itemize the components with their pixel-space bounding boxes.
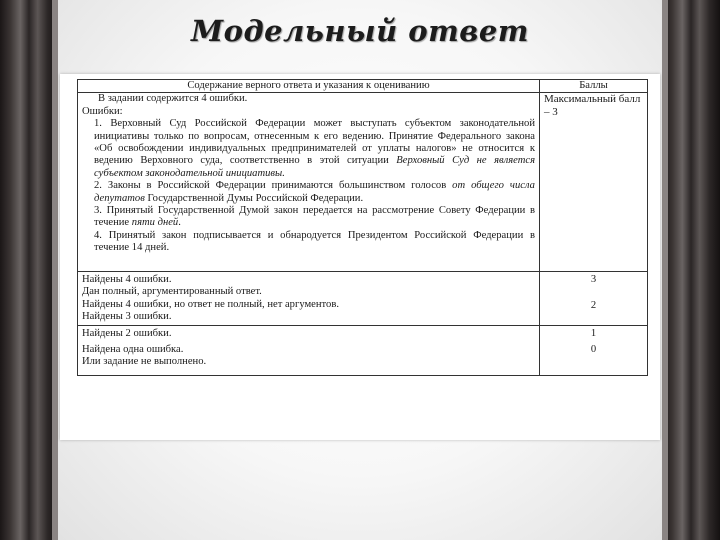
criteria-row-2	[78, 326, 648, 375]
answer-table	[77, 79, 648, 376]
header-content: Содержание верного ответа и указания к оцениванию	[78, 80, 540, 93]
criterion-2-line-1: Найдены 4 ошибки, но ответ не полный, нет аргументов.	[82, 298, 339, 310]
error-item-2: 2. Законы в Российской Федерации принимаются большинством голосов от общего числа депутатов Государственной Думы Российской Федерации.	[94, 180, 535, 204]
error-2-correction: от общего числа депутатов	[94, 180, 535, 204]
errors-label: Ошибки:	[82, 105, 123, 117]
criterion-2-line-2: Найдены 3 ошибки.	[82, 310, 172, 322]
error-item-4: 4. Принятый закон подписывается и обнародуется Президентом Российской Федерации в течение 14 дней.	[94, 229, 535, 254]
header-points: Баллы	[540, 80, 648, 93]
error-item-1: 1. Верховный Суд Российской Федерации может выступать субъектом законодательной инициативы только по вопросам, отнесенным к его ведению. Принятие Федерального закона «Об освобождении индивидуальных предпринимателей от уплаты налогов» не относится к ведению Верховного суда, соответственно в этой ситуации Верховный Суд не является субъектом законодательной инициативы.	[94, 118, 535, 179]
error-item-3: 3. Принятый Государственной Думой закон передается на рассмотрение Совету Федерации в течение пяти дней.	[94, 205, 535, 229]
document-scan	[60, 74, 660, 440]
criterion-3-line-2: Дан полный, аргументированный ответ.	[82, 286, 262, 298]
table-header-row	[78, 80, 648, 93]
error-3-correction: пяти дней	[131, 217, 179, 229]
left-frame-border	[0, 0, 58, 540]
score-0: 0	[590, 343, 597, 355]
score-2: 2	[590, 300, 597, 312]
slide	[58, 0, 662, 540]
score-1: 1	[590, 328, 597, 340]
max-score: Максимальный балл – 3	[540, 93, 648, 271]
score-3: 3	[590, 273, 597, 285]
answer-cell	[78, 93, 540, 271]
error-1-correction: Верховный Суд не является субъектом законодательной инициативы.	[94, 155, 535, 179]
criterion-1-line-1: Найдены 2 ошибки.	[82, 328, 172, 340]
answer-intro: В задании содержится 4 ошибки.	[98, 93, 248, 105]
criterion-0-line-1: Найдена одна ошибка.	[82, 343, 184, 355]
criteria-row-1	[78, 271, 648, 326]
slide-title: Модельный ответ	[191, 14, 529, 48]
criterion-0-line-2: Или задание не выполнено.	[82, 356, 207, 368]
right-frame-border	[662, 0, 720, 540]
answer-row	[78, 93, 648, 271]
criterion-3-line-1: Найдены 4 ошибки.	[82, 273, 172, 285]
